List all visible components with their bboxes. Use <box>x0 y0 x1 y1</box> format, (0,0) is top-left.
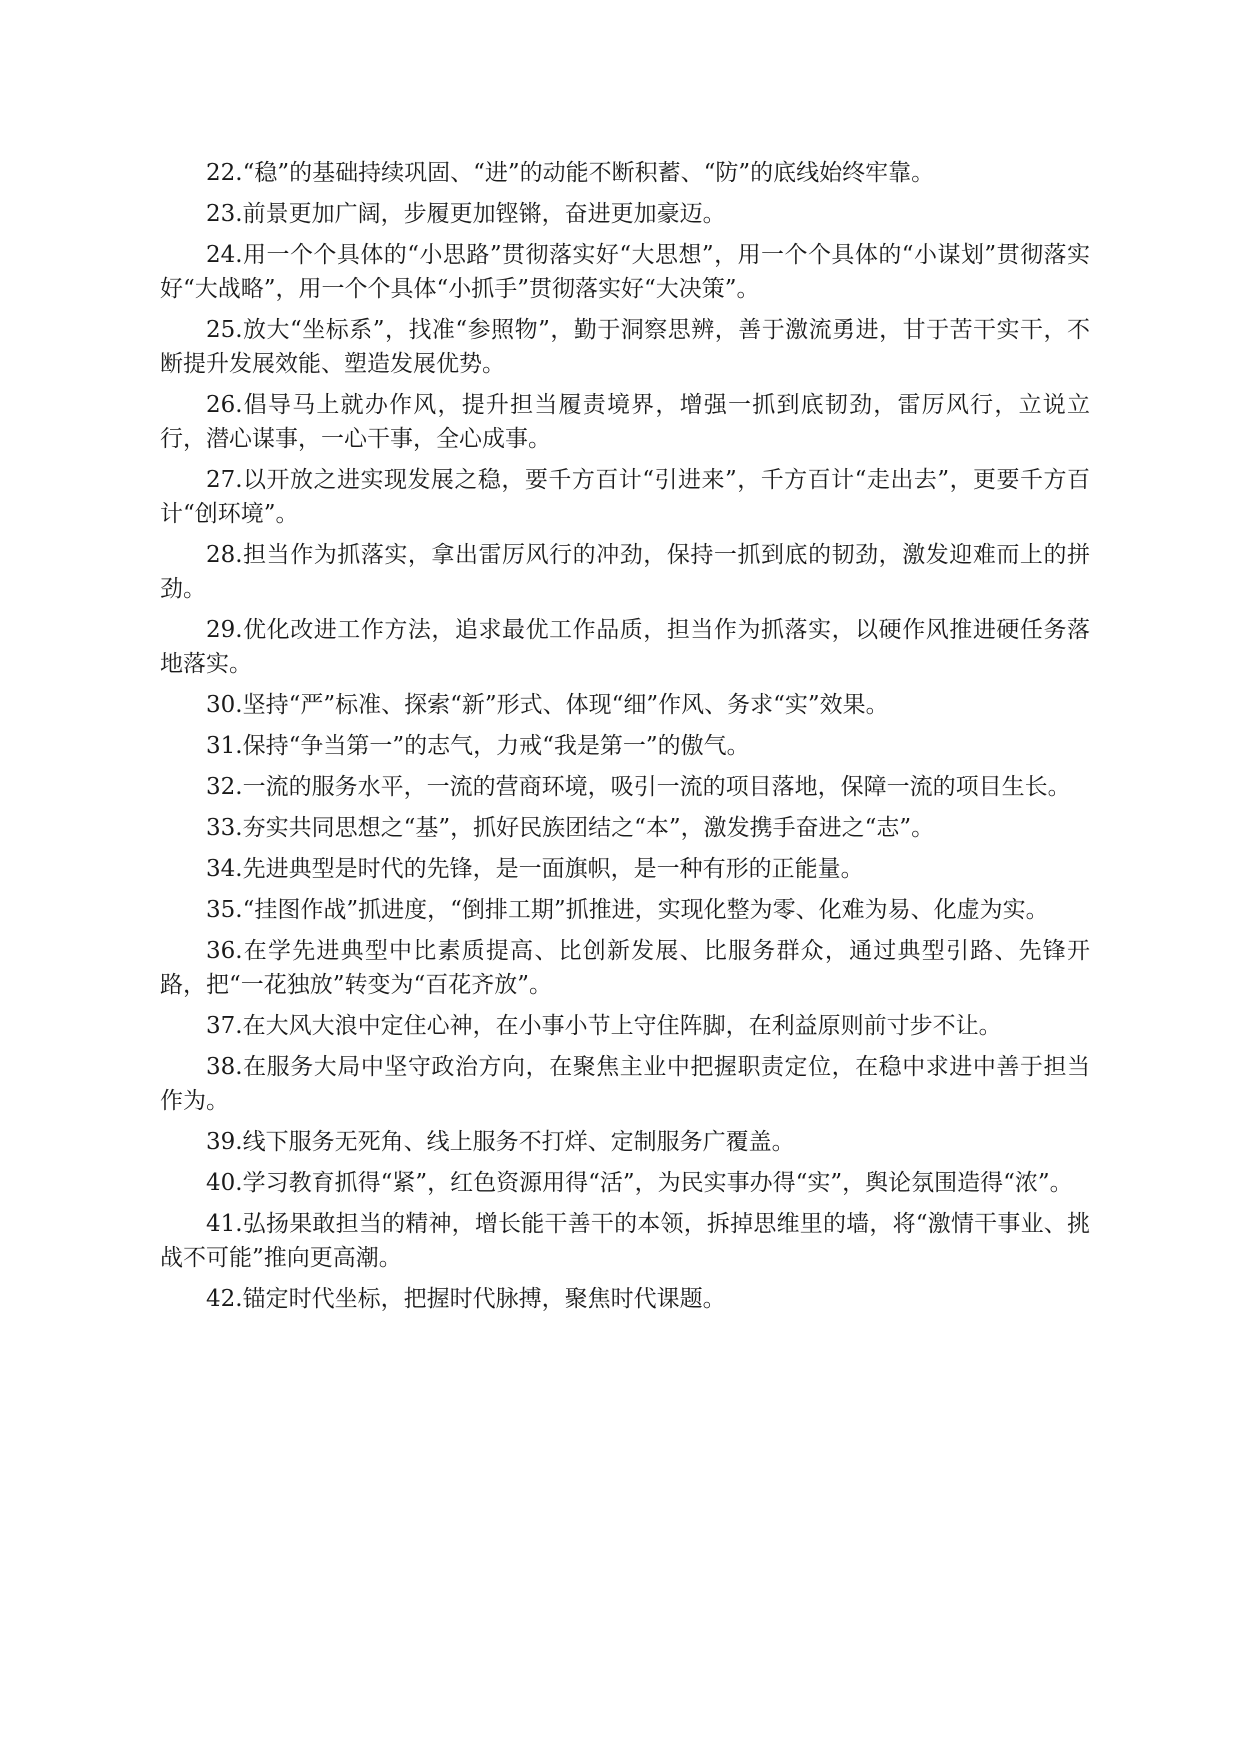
list-item-35: 35.“挂图作战”抓进度，“倒排工期”抓推进，实现化整为零、化难为易、化虚为实。 <box>206 897 1049 923</box>
list-item-23: 23.前景更加广阔，步履更加铿锵，奋进更加豪迈。 <box>206 201 726 227</box>
list-item-25: 25.放大“坐标系”，找准“参照物”，勤于洞察思辨，善于激流勇进，甘于苦干实干，不断提升发展效能、塑造发展优势。 <box>160 317 1090 377</box>
list-item-40: 40.学习教育抓得“紧”，红色资源用得“活”，为民实事办得“实”，舆论氛围造得“浓”。 <box>206 1170 1073 1196</box>
list-item-24: 24.用一个个具体的“小思路”贯彻落实好“大思想”，用一个个具体的“小谋划”贯彻落实好“大战略”，用一个个具体“小抓手”贯彻落实好“大决策”。 <box>160 242 1090 302</box>
list-item-42: 42.锚定时代坐标，把握时代脉搏，聚焦时代课题。 <box>206 1286 726 1312</box>
list-item-29: 29.优化改进工作方法，追求最优工作品质，担当作为抓落实，以硬作风推进硬任务落地落实。 <box>160 617 1090 677</box>
list-item-26: 26.倡导马上就办作风，提升担当履责境界，增强一抓到底韧劲，雷厉风行，立说立行，潜心谋事，一心干事，全心成事。 <box>160 392 1090 452</box>
list-item-31: 31.保持“争当第一”的志气，力戒“我是第一”的傲气。 <box>206 733 750 759</box>
list-item-22: 22.“稳”的基础持续巩固、“进”的动能不断积蓄、“防”的底线始终牢靠。 <box>206 160 935 186</box>
list-item-36: 36.在学先进典型中比素质提高、比创新发展、比服务群众，通过典型引路、先锋开路，把“一花独放”转变为“百花齐放”。 <box>160 938 1090 998</box>
list-item-34: 34.先进典型是时代的先锋，是一面旗帜，是一种有形的正能量。 <box>206 856 864 882</box>
list-item-30: 30.坚持“严”标准、探索“新”形式、体现“细”作风、务求“实”效果。 <box>206 692 889 718</box>
list-item-37: 37.在大风大浪中定住心神，在小事小节上守住阵脚，在利益原则前寸步不让。 <box>206 1013 1002 1039</box>
document-page <box>160 156 1090 1323</box>
list-item-39: 39.线下服务无死角、线上服务不打烊、定制服务广覆盖。 <box>206 1129 795 1155</box>
list-item-41: 41.弘扬果敢担当的精神，增长能干善干的本领，拆掉思维里的墙，将“激情干事业、挑战不可能”推向更高潮。 <box>160 1211 1090 1271</box>
list-item-33: 33.夯实共同思想之“基”，抓好民族团结之“本”，激发携手奋进之“志”。 <box>206 815 935 841</box>
list-item-27: 27.以开放之进实现发展之稳，要千方百计“引进来”，千方百计“走出去”，更要千方百计“创环境”。 <box>160 467 1090 527</box>
list-item-28: 28.担当作为抓落实，拿出雷厉风行的冲劲，保持一抓到底的韧劲，激发迎难而上的拼劲。 <box>160 542 1090 602</box>
list-item-32: 32.一流的服务水平，一流的营商环境，吸引一流的项目落地，保障一流的项目生长。 <box>206 774 1071 800</box>
list-item-38: 38.在服务大局中坚守政治方向，在聚焦主业中把握职责定位，在稳中求进中善于担当作为。 <box>160 1054 1090 1114</box>
